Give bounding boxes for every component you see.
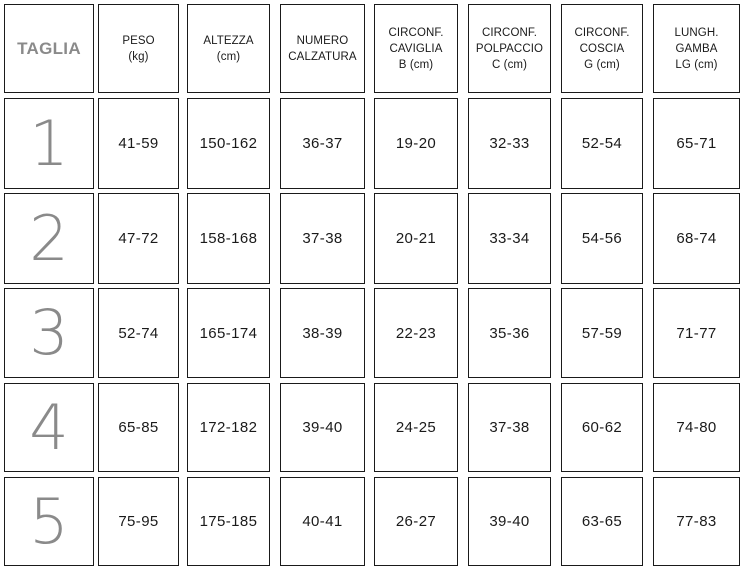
column-header-line: LUNGH. — [674, 26, 719, 39]
column-header-line: NUMERO — [296, 34, 349, 47]
table-cell — [561, 98, 643, 189]
cell-value: 37-38 — [489, 419, 530, 436]
table-cell — [561, 193, 643, 284]
column-header-line: G (cm) — [584, 58, 620, 71]
table-cell — [374, 477, 458, 566]
cell-value: 150-162 — [199, 135, 258, 152]
column-header-line: GAMBA — [675, 42, 718, 55]
cell-value: 39-40 — [489, 513, 530, 530]
cell-value: 33-34 — [489, 230, 530, 247]
column-header — [374, 4, 458, 93]
cell-value: 40-41 — [302, 513, 343, 530]
column-header-line: LG (cm) — [675, 58, 718, 71]
cell-value: 57-59 — [581, 324, 623, 342]
size-number-cell — [4, 477, 94, 566]
table-cell — [98, 193, 179, 284]
cell-value: 39-40 — [302, 419, 343, 436]
column-header — [468, 4, 551, 93]
taglia-header-label: TAGLIA — [17, 38, 81, 58]
column-header-line: CIRCONF. — [388, 26, 444, 39]
table-cell — [280, 477, 365, 566]
column-header — [561, 4, 643, 93]
cell-value: 38-39 — [302, 324, 343, 342]
column-header-line: COSCIA — [579, 42, 625, 55]
cell-value: 175-185 — [199, 513, 258, 530]
table-cell — [561, 383, 643, 472]
table-cell — [280, 383, 365, 472]
cell-value: 77-83 — [676, 513, 717, 530]
column-header — [98, 4, 179, 93]
column-header — [280, 4, 365, 93]
table-cell — [187, 193, 270, 284]
table-cell — [653, 477, 740, 566]
size-number-cell — [4, 98, 94, 189]
table-cell — [653, 98, 740, 189]
table-cell — [468, 383, 551, 472]
column-header-line: ALTEZZA — [203, 34, 254, 47]
size-number: 3 — [29, 296, 69, 369]
table-cell — [98, 477, 179, 566]
cell-value: 24-25 — [395, 419, 437, 436]
column-header-line: C (cm) — [491, 58, 528, 71]
table-cell — [98, 383, 179, 472]
size-number: 4 — [29, 390, 69, 464]
column-header — [187, 4, 270, 93]
table-cell — [468, 193, 551, 284]
size-number: 5 — [29, 484, 69, 558]
cell-value: 75-95 — [118, 513, 159, 530]
table-cell — [187, 477, 270, 566]
table-cell — [561, 477, 643, 566]
cell-value: 26-27 — [395, 513, 437, 530]
table-cell — [468, 477, 551, 566]
cell-value: 37-38 — [302, 230, 343, 247]
table-cell — [187, 383, 270, 472]
table-cell — [280, 193, 365, 284]
table-cell — [653, 288, 740, 378]
table-cell — [280, 98, 365, 189]
cell-value: 32-33 — [489, 135, 530, 152]
cell-value: 22-23 — [395, 324, 437, 342]
column-header-line: B (cm) — [398, 58, 434, 71]
cell-value: 68-74 — [676, 230, 717, 247]
cell-value: 35-36 — [489, 324, 530, 342]
table-cell — [561, 288, 643, 378]
table-cell — [280, 288, 365, 378]
cell-value: 158-168 — [199, 230, 258, 247]
cell-value: 52-74 — [118, 324, 159, 342]
table-cell — [468, 98, 551, 189]
cell-value: 74-80 — [676, 419, 717, 436]
table-cell — [374, 288, 458, 378]
cell-value: 19-20 — [395, 135, 437, 152]
taglia-header-cell — [4, 4, 94, 93]
column-header-line: CALZATURA — [288, 50, 357, 63]
column-header-line: CIRCONF. — [574, 26, 630, 39]
size-number-cell — [4, 193, 94, 284]
cell-value: 172-182 — [199, 419, 258, 436]
size-number-cell — [4, 288, 94, 378]
table-cell — [187, 288, 270, 378]
column-header-line: POLPACCIO — [475, 42, 544, 55]
cell-value: 60-62 — [581, 419, 623, 436]
cell-value: 41-59 — [118, 135, 159, 152]
column-header — [653, 4, 740, 93]
table-cell — [468, 288, 551, 378]
table-cell — [653, 193, 740, 284]
table-cell — [374, 383, 458, 472]
column-header-line: (cm) — [216, 50, 241, 63]
size-number: 1 — [29, 106, 69, 180]
table-cell — [98, 98, 179, 189]
cell-value: 63-65 — [581, 513, 623, 530]
column-header-line: (kg) — [128, 50, 149, 63]
cell-value: 20-21 — [395, 230, 437, 247]
cell-value: 165-174 — [199, 324, 258, 342]
cell-value: 47-72 — [118, 230, 159, 247]
table-cell — [374, 193, 458, 284]
cell-value: 54-56 — [581, 230, 623, 247]
column-header-line: CAVIGLIA — [389, 42, 443, 55]
cell-value: 65-71 — [676, 135, 717, 152]
cell-value: 36-37 — [302, 135, 343, 152]
column-header-line: PESO — [122, 34, 155, 47]
table-cell — [187, 98, 270, 189]
table-cell — [653, 383, 740, 472]
column-header-line: CIRCONF. — [481, 26, 538, 39]
table-cell — [98, 288, 179, 378]
size-number: 2 — [29, 201, 69, 275]
cell-value: 71-77 — [676, 324, 717, 342]
size-number-cell — [4, 383, 94, 472]
cell-value: 52-54 — [581, 135, 623, 152]
table-cell — [374, 98, 458, 189]
cell-value: 65-85 — [118, 419, 159, 436]
